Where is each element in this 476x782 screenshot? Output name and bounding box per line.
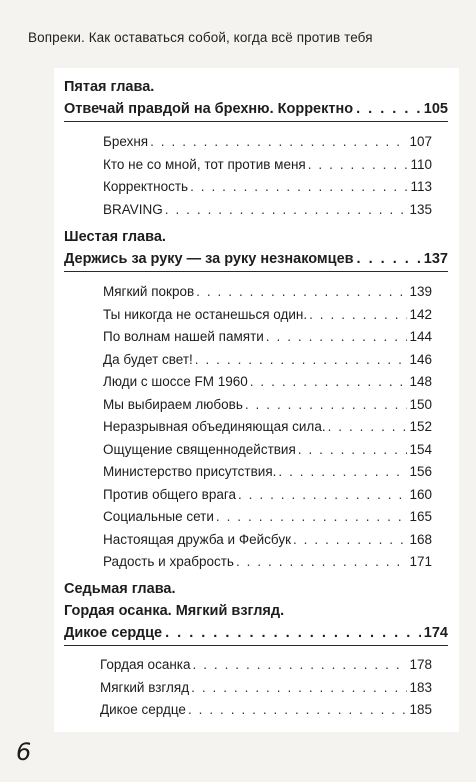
toc-entry: [103, 461, 432, 484]
toc-entry: [103, 529, 432, 552]
toc-entry: [103, 506, 432, 529]
chapter-page: 105: [423, 101, 448, 117]
dot-leader: [196, 281, 407, 304]
entry-title: Министерство присутствия.: [103, 464, 277, 480]
toc-entry: [100, 677, 432, 700]
entry-list: [100, 654, 448, 722]
chapter-page: 174: [423, 625, 448, 641]
dot-leader: [245, 394, 408, 417]
toc-entry: [103, 326, 432, 349]
entry-page: 135: [409, 201, 432, 217]
dot-leader: [328, 416, 408, 439]
entry-page: 150: [409, 396, 432, 412]
entry-title: Настоящая дружба и Фейсбук: [103, 531, 291, 547]
chapter-5: [64, 76, 448, 221]
dot-leader: [278, 461, 407, 484]
dot-leader: [236, 551, 408, 574]
entry-title: Радость и храбрость: [103, 554, 234, 570]
chapter-7: [64, 578, 448, 722]
chapter-rule: [64, 645, 448, 646]
entry-page: 144: [409, 329, 432, 345]
dot-leader: [293, 529, 407, 552]
toc-entry: [103, 416, 432, 439]
dot-leader: [298, 439, 408, 462]
entry-title: BRAVING: [103, 201, 163, 217]
toc-entry: [103, 199, 432, 222]
entry-page: 178: [409, 657, 432, 673]
dot-leader: [356, 98, 421, 120]
entry-title: Мы выбираем любовь: [103, 396, 243, 412]
entry-page: 154: [409, 441, 432, 457]
toc-entry: [103, 154, 432, 177]
entry-page: 113: [410, 179, 432, 195]
entry-page: 156: [409, 464, 432, 480]
entry-page: 146: [409, 351, 432, 367]
dot-leader: [238, 484, 407, 507]
entry-title: Мягкий покров: [103, 284, 195, 300]
dot-leader: [308, 154, 409, 177]
dot-leader: [165, 199, 408, 222]
toc-entry: [103, 349, 432, 372]
chapter-title: Держись за руку — за руку незнакомцев: [64, 251, 354, 267]
dot-leader: [190, 176, 408, 199]
entry-page: 165: [409, 509, 432, 525]
chapter-title-line: [64, 600, 448, 622]
entry-title: Ты никогда не останешься один.: [103, 306, 308, 322]
entry-title: Социальные сети: [103, 509, 214, 525]
dot-leader: [193, 654, 408, 677]
chapter-rule: [64, 271, 448, 272]
entry-page: 152: [409, 419, 432, 435]
chapter-title: Отвечай правдой на брехню. Корректно: [64, 101, 354, 117]
entry-page: 142: [409, 306, 432, 322]
toc-entry: [103, 484, 432, 507]
entry-title: Люди с шоссе FM 1960: [103, 374, 248, 390]
dot-leader: [216, 506, 408, 529]
entry-title: Мягкий взгляд: [100, 679, 190, 695]
toc-entry: [103, 281, 432, 304]
dot-leader: [266, 326, 408, 349]
dot-leader: [357, 248, 421, 270]
chapter-number: Шестая глава.: [64, 229, 166, 245]
entry-title: Кто не со мной, тот против меня: [103, 156, 306, 172]
chapter-title: Дикое сердце: [64, 625, 163, 641]
dot-leader: [191, 677, 407, 700]
dot-leader: [150, 131, 407, 154]
entry-page: 168: [409, 531, 432, 547]
entry-page: 160: [409, 486, 432, 502]
dot-leader: [250, 371, 408, 394]
entry-title: Дикое сердце: [100, 702, 186, 718]
entry-page: 171: [409, 554, 432, 570]
toc-entry: [103, 131, 432, 154]
toc-entry: [103, 304, 432, 327]
chapter-6: [64, 226, 448, 574]
entry-page: 139: [409, 284, 432, 300]
entry-page: 183: [409, 679, 432, 695]
toc-entry: [103, 551, 432, 574]
chapter-number: Пятая глава.: [64, 79, 155, 95]
dot-leader: [309, 304, 407, 327]
entry-title: Корректность: [103, 179, 189, 195]
chapter-title-line: [64, 98, 448, 120]
toc-entry: [103, 439, 432, 462]
entry-title: Против общего врага: [103, 486, 236, 502]
toc-entry: [103, 176, 432, 199]
chapter-number: Седьмая глава.: [64, 581, 176, 597]
entry-list: [103, 281, 448, 574]
toc-entry: [100, 699, 432, 722]
dot-leader: [188, 699, 408, 722]
entry-page: 107: [409, 134, 432, 150]
dot-leader: [165, 622, 421, 644]
chapter-page: 137: [423, 251, 448, 267]
toc-entry: [100, 654, 432, 677]
chapter-rule: [64, 121, 448, 122]
running-head: Вопреки. Как оставаться собой, когда всё против тебя: [28, 30, 373, 45]
entry-page: 110: [410, 156, 432, 172]
entry-list: [103, 131, 448, 221]
entry-page: 148: [409, 374, 432, 390]
entry-page: 185: [409, 702, 432, 718]
toc-entry: [103, 394, 432, 417]
dot-leader: [195, 349, 408, 372]
chapter-title-line: [64, 248, 448, 270]
entry-title: По волнам нашей памяти: [103, 329, 264, 345]
chapter-title-line: [64, 622, 448, 644]
entry-title: Гордая осанка: [100, 657, 191, 673]
entry-title: Неразрывная объединяющая сила.: [103, 419, 326, 435]
entry-title: Ощущение священнодействия: [103, 441, 296, 457]
page-number: 6: [16, 738, 32, 766]
toc-entry: [103, 371, 432, 394]
entry-title: Брехня: [103, 134, 149, 150]
chapter-title: Гордая осанка. Мягкий взгляд.: [64, 603, 285, 619]
entry-title: Да будет свет!: [103, 351, 193, 367]
